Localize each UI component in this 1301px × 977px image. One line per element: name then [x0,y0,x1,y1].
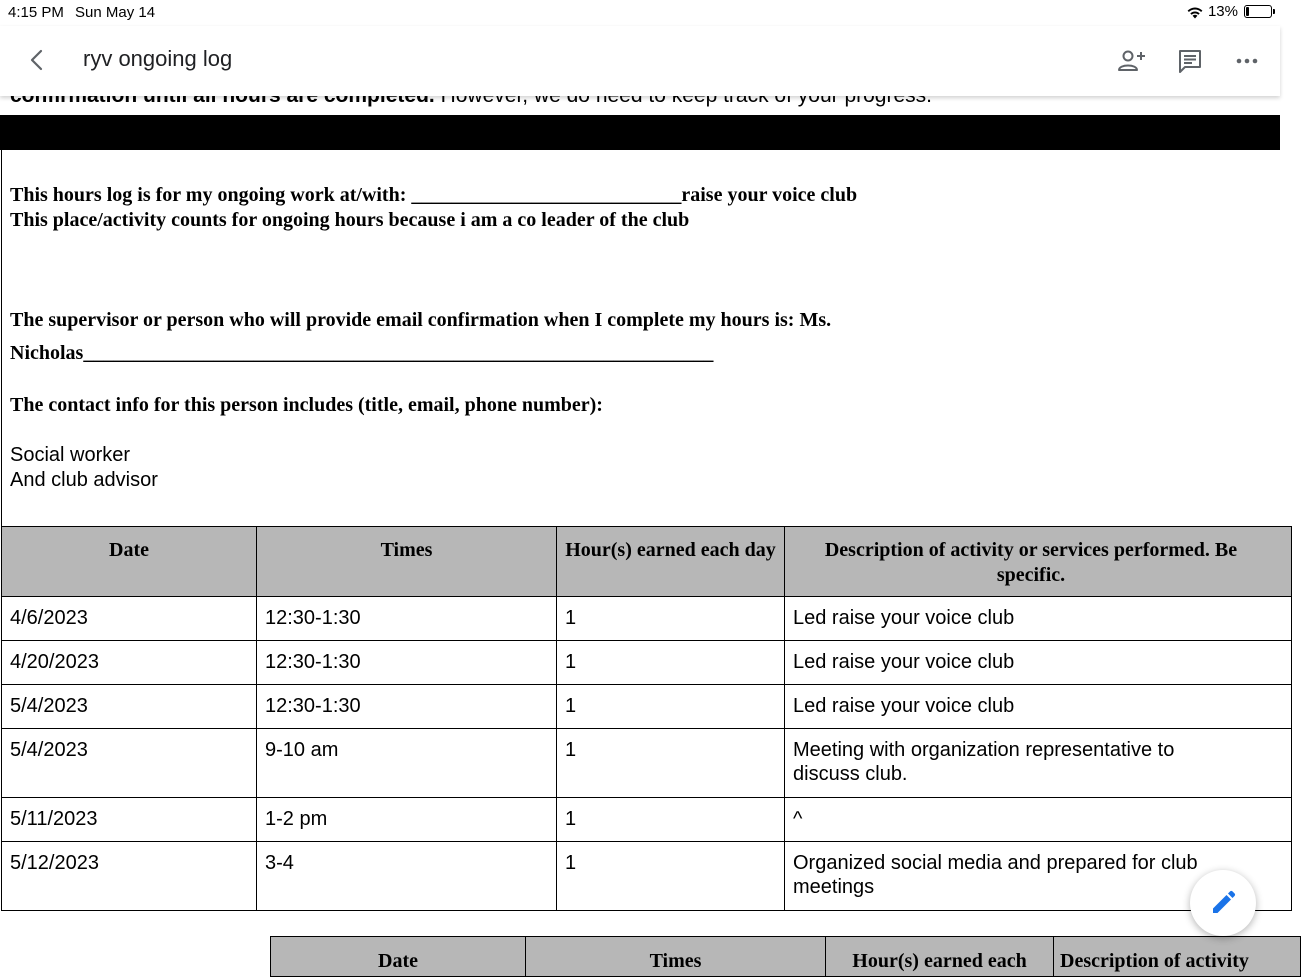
chevron-left-icon [29,49,43,71]
table-row [2,685,1292,729]
cell-times: 12:30-1:30 [257,685,557,729]
cell-hours: 1 [557,641,785,685]
supervisor-name-line: Nicholas_______________________________________________________________ [10,342,714,364]
cell-description: Meeting with organization representative to discuss club. [785,729,1292,798]
table-row [2,729,1292,798]
status-bar [0,0,1280,26]
edit-fab-button[interactable] [1190,870,1256,936]
table-header-row [271,937,1301,977]
cell-description: ^ [785,798,1292,842]
cell-hours: 1 [557,729,785,798]
black-header-bar [0,115,1280,150]
cell-description: Led raise your voice club [785,685,1292,729]
cell-date: 5/11/2023 [2,798,257,842]
cell-times: 9-10 am [257,729,557,798]
share-button[interactable] [1116,45,1148,77]
add-person-icon [1117,49,1147,73]
table-row [2,842,1292,911]
contact-title: Social worker [10,444,131,466]
header-hours: Hour(s) earned each [826,937,1054,977]
cell-hours: 1 [557,842,785,911]
table-row [2,597,1292,641]
cell-hours: 1 [557,685,785,729]
header-description: Description of activity [1054,937,1301,977]
header-times: Times [526,937,826,977]
supervisor-line: The supervisor or person who will provide email confirmation when I complete my hours is: Ms. [10,309,832,331]
header-date: Date [271,937,526,977]
battery-icon [1244,5,1272,18]
activity-reason-line: This place/activity counts for ongoing hours because i am a co leader of the club [10,209,690,231]
header-hours: Hour(s) earned each day [557,527,785,597]
more-options-button[interactable] [1231,45,1263,77]
cell-date: 5/4/2023 [2,685,257,729]
header-description: Description of activity or services performed. Be specific. [785,527,1292,597]
status-right [1186,3,1272,20]
cell-date: 4/6/2023 [2,597,257,641]
battery-percent: 13% [1207,3,1238,20]
contact-info-heading: The contact info for this person includes (title, email, phone number): [10,394,603,416]
document-title: ryv ongoing log [83,46,233,71]
status-date: Sun May 14 [75,4,156,21]
cell-hours: 1 [557,798,785,842]
header-times: Times [257,527,557,597]
status-time: 4:15 PM [8,4,64,21]
table-row [2,798,1292,842]
cell-date: 5/12/2023 [2,842,257,911]
cell-description: Organized social media and prepared for club meetings [785,842,1292,911]
cell-times: 12:30-1:30 [257,641,557,685]
header-date: Date [2,527,257,597]
ongoing-work-line: This hours log is for my ongoing work at/with: ___________________________raise your voice club [10,184,858,206]
more-horizontal-icon [1236,58,1258,64]
cell-description: Led raise your voice club [785,641,1292,685]
second-log-table [270,936,1301,977]
cell-times: 12:30-1:30 [257,597,557,641]
contact-role: And club advisor [10,469,158,491]
comment-icon [1177,48,1203,74]
cell-description: Led raise your voice club [785,597,1292,641]
app-bar [0,26,1280,96]
battery-fill [1246,7,1249,16]
hours-log-table [1,526,1292,911]
comments-button[interactable] [1174,45,1206,77]
document-canvas[interactable] [0,96,1280,972]
cell-date: 4/20/2023 [2,641,257,685]
cell-times: 1-2 pm [257,798,557,842]
table-header-row [2,527,1292,597]
table-row [2,641,1292,685]
pencil-icon [1210,890,1236,916]
cell-times: 3-4 [257,842,557,911]
cell-hours: 1 [557,597,785,641]
back-button[interactable] [22,46,50,74]
cell-date: 5/4/2023 [2,729,257,798]
wifi-icon [1186,5,1204,19]
